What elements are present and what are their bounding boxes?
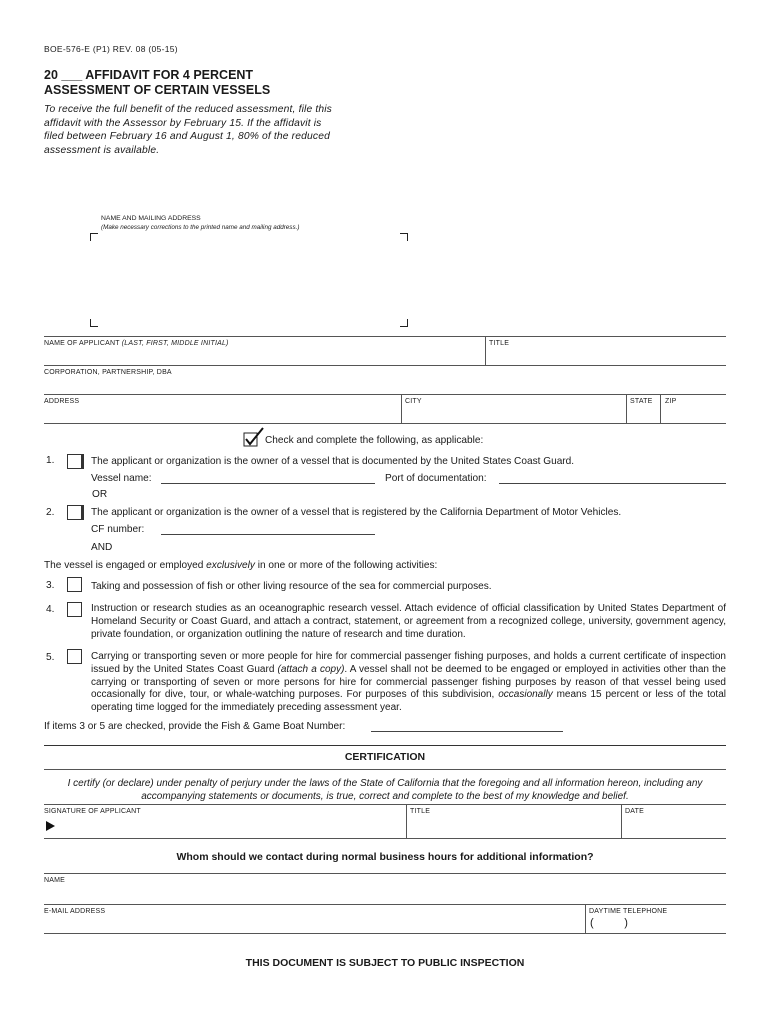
contact-question: Whom should we contact during normal business hours for additional information? <box>176 851 594 863</box>
divider <box>44 838 726 839</box>
and-text: AND <box>91 542 113 553</box>
mailing-address-label <box>101 214 299 232</box>
item-number: 2. <box>46 507 55 518</box>
address-field[interactable] <box>44 408 399 422</box>
item2-text: The applicant or organization is the owner of a vessel that is registered by the California Department of Motor Vehicles. <box>91 507 622 518</box>
item1-checkbox[interactable] <box>67 454 82 469</box>
contact-name-field[interactable] <box>44 887 724 903</box>
item2-checkbox[interactable] <box>67 505 82 520</box>
divider <box>44 394 726 395</box>
corporation-field[interactable] <box>44 379 724 393</box>
zip-label: ZIP <box>665 398 677 405</box>
signature-title-label: TITLE <box>410 808 431 815</box>
vessel-name-field[interactable] <box>161 483 375 484</box>
form-title-line1: 20 ___ AFFIDAVIT FOR 4 PERCENT <box>44 68 254 82</box>
divider <box>44 423 726 424</box>
divider <box>44 769 726 770</box>
form-title <box>44 68 344 98</box>
state-label: STATE <box>630 398 653 405</box>
zip-field[interactable] <box>665 408 724 422</box>
date-field[interactable] <box>625 818 724 836</box>
divider <box>406 804 407 838</box>
item-number: 5. <box>46 652 55 663</box>
public-inspection-notice: THIS DOCUMENT IS SUBJECT TO PUBLIC INSPECTION <box>245 957 525 969</box>
item-number: 1. <box>46 455 55 466</box>
certification-title: CERTIFICATION <box>344 751 426 763</box>
divider <box>485 336 486 365</box>
divider <box>401 394 402 423</box>
mailing-address-title: NAME AND MAILING ADDRESS <box>101 215 201 222</box>
checkmark-icon <box>243 427 265 447</box>
contact-name-label: NAME <box>44 877 66 884</box>
cf-number-label: CF number: <box>91 524 145 535</box>
city-label: CITY <box>405 398 422 405</box>
divider <box>44 745 726 746</box>
city-field[interactable] <box>405 408 624 422</box>
form-id: BOE-576-E (P1) REV. 08 (05-15) <box>44 44 178 54</box>
address-label: ADDRESS <box>44 398 80 405</box>
phone-label: DAYTIME TELEPHONE <box>589 908 668 915</box>
vessel-name-label: Vessel name: <box>91 473 152 484</box>
applicant-name-label: NAME OF APPLICANT (LAST, FIRST, MIDDLE INITIAL) <box>44 340 229 347</box>
divider <box>44 804 726 805</box>
divider <box>44 365 726 366</box>
fish-game-label: If items 3 or 5 are checked, provide the Fish & Game Boat Number: <box>44 721 346 732</box>
form-title-line2: ASSESSMENT OF CERTAIN VESSELS <box>44 83 271 97</box>
item5-checkbox[interactable] <box>67 649 82 664</box>
address-window-corner-top-right <box>400 233 408 241</box>
applicant-title-field[interactable] <box>489 350 724 364</box>
signature-field[interactable] <box>60 818 402 836</box>
mailing-address-note: (Make necessary corrections to the printed name and mailing address.) <box>101 224 300 231</box>
email-label: E-MAIL ADDRESS <box>44 908 106 915</box>
state-field[interactable] <box>630 408 658 422</box>
certification-text: I certify (or declare) under penalty of perjury under the laws of the State of California that the foregoing and all information hereon, including any accompanying statements or documents, is true, correct and complete to the best of my knowledge and belief. <box>67 778 703 802</box>
intro-text: To receive the full benefit of the reduced assessment, file this affidavit with the Assessor by February 15. If the affidavit is filed between February 16 and August 1, 80% of the reduced assessment is available. <box>44 104 332 156</box>
item4-checkbox[interactable] <box>67 602 82 617</box>
applicant-name-field[interactable] <box>44 350 482 364</box>
item-number: 4. <box>46 604 55 615</box>
item-number: 3. <box>46 580 55 591</box>
address-window-corner-bottom-right <box>400 319 408 327</box>
item3-text: Taking and possession of fish or other living resource of the sea for commercial purposes. <box>91 581 492 592</box>
cf-number-field[interactable] <box>161 534 375 535</box>
date-label: DATE <box>625 808 644 815</box>
port-label: Port of documentation: <box>385 473 487 484</box>
sign-here-arrow-icon <box>46 821 55 831</box>
email-field[interactable] <box>44 918 582 932</box>
or-text: OR <box>92 489 108 500</box>
checklist-instruction: Check and complete the following, as applicable: <box>265 435 484 446</box>
divider <box>621 804 622 838</box>
signature-label: SIGNATURE OF APPLICANT <box>44 808 141 815</box>
fish-game-number-field[interactable] <box>371 731 563 732</box>
phone-field[interactable]: ( ) <box>590 917 628 929</box>
activities-text: The vessel is engaged or employed exclusively in one or more of the following activities: <box>44 560 438 571</box>
item4-text: Instruction or research studies as an oceanographic research vessel. Attach evidence of official classification by United States Department of Homeland Security or Coast Guard, and attach a contract, statement, or agreement from a recognized college, university, government agency, private foundation, or organization outlining the nature of research and time duration. <box>91 603 726 640</box>
address-window-corner-top-left <box>90 233 98 241</box>
divider <box>44 336 726 337</box>
item5-text: Carrying or transporting seven or more people for hire for commercial passenger fishing purposes, and holds a current certificate of inspection issued by the United States Coast Guard (attach a copy). A vessel shall not be deemed to be engaged or employed in activities other than the carrying or transporting of seven or more persons for hire for commercial passenger fishing purposes by reason of that vessel being used occasionally for dive, tour, or whale-watching purposes. For purposes of this subdivision, occasionally means 15 percent or less of the total operating time logged for the immediately preceding assessment year. <box>91 651 726 714</box>
signature-title-field[interactable] <box>410 818 618 836</box>
applicant-title-label: TITLE <box>489 340 510 347</box>
address-window-corner-bottom-left <box>90 319 98 327</box>
item3-checkbox[interactable] <box>67 577 82 592</box>
corporation-label: CORPORATION, PARTNERSHIP, DBA <box>44 369 172 376</box>
divider <box>585 904 586 933</box>
item1-text: The applicant or organization is the owner of a vessel that is documented by the United States Coast Guard. <box>91 456 575 467</box>
divider <box>626 394 627 423</box>
divider <box>44 873 726 874</box>
divider <box>44 904 726 905</box>
port-field[interactable] <box>499 483 726 484</box>
divider <box>44 933 726 934</box>
divider <box>660 394 661 423</box>
